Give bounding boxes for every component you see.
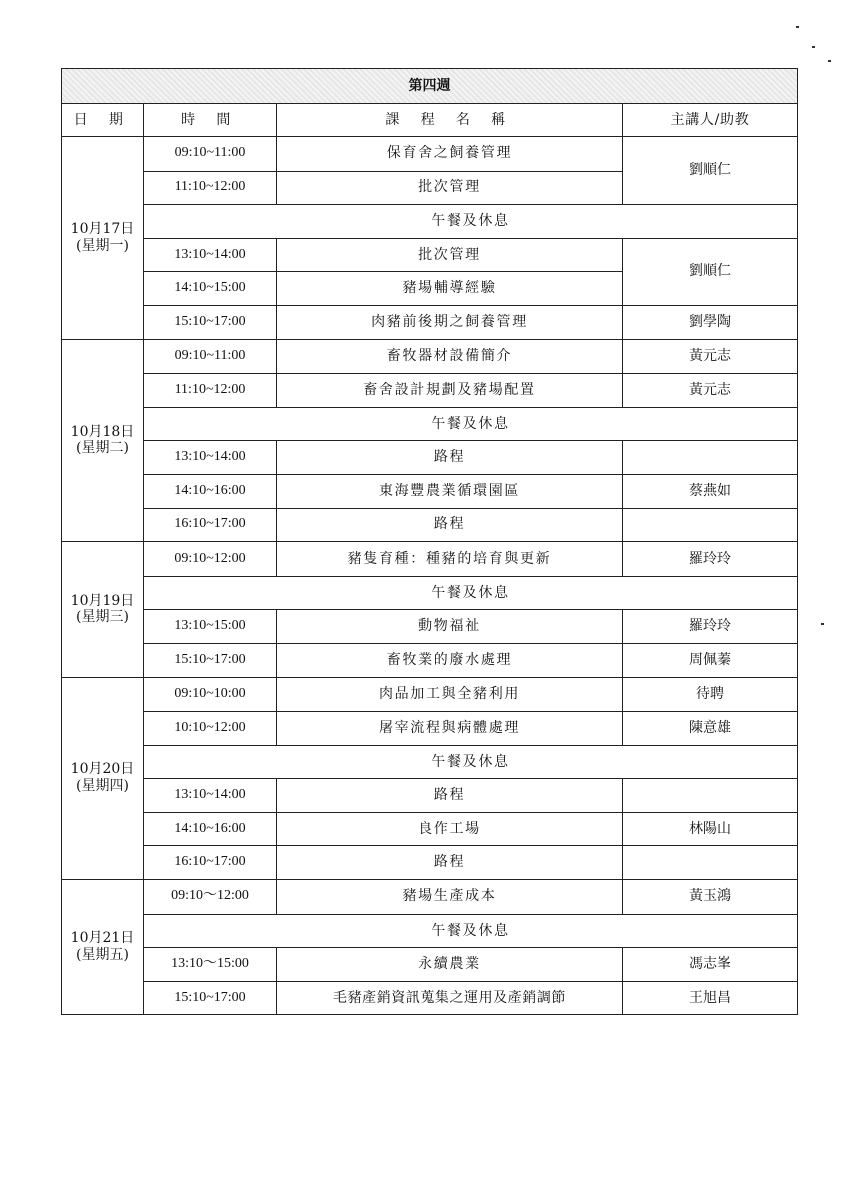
course-cell: 路程 xyxy=(277,779,623,813)
date-cell xyxy=(62,677,144,880)
date-label: 10月17日 xyxy=(70,220,135,237)
time-cell: 11:10~12:00 xyxy=(144,171,277,205)
header-time: 時 間 xyxy=(144,104,277,137)
lecturer-cell: 周佩蓁 xyxy=(623,643,798,677)
date-cell xyxy=(62,542,144,677)
table-row xyxy=(62,474,798,508)
course-cell: 動物福祉 xyxy=(277,610,623,644)
scan-speck xyxy=(812,46,815,48)
lecturer-cell: 待聘 xyxy=(623,677,798,712)
course-cell: 畜牧業的廢水處理 xyxy=(277,643,623,677)
lecturer-cell xyxy=(623,779,798,813)
schedule-sheet xyxy=(61,68,797,1015)
weekday-label: (星期四) xyxy=(76,778,129,795)
time-cell: 09:10~11:00 xyxy=(144,339,277,374)
course-cell: 永續農業 xyxy=(277,948,623,982)
lunch-break-cell: 午餐及休息 xyxy=(144,745,798,779)
lunch-row xyxy=(62,576,798,610)
course-cell: 豬場生產成本 xyxy=(277,880,623,915)
date-cell xyxy=(62,339,144,542)
lunch-break-cell: 午餐及休息 xyxy=(144,914,798,948)
table-row xyxy=(62,339,798,374)
lecturer-cell: 馮志峯 xyxy=(623,948,798,982)
time-cell: 09:10～12:00 xyxy=(144,880,277,915)
lunch-break-cell: 午餐及休息 xyxy=(144,407,798,441)
course-cell: 批次管理 xyxy=(277,238,623,272)
table-row xyxy=(62,981,798,1015)
scan-speck xyxy=(821,623,824,625)
course-cell: 畜牧器材設備簡介 xyxy=(277,339,623,374)
table-row xyxy=(62,137,798,172)
lecturer-cell: 王旭昌 xyxy=(623,981,798,1015)
time-cell: 13:10~14:00 xyxy=(144,441,277,475)
time-cell: 13:10~14:00 xyxy=(144,779,277,813)
lecturer-cell: 羅玲玲 xyxy=(623,542,798,577)
lunch-break-cell: 午餐及休息 xyxy=(144,576,798,610)
header-course: 課 程 名 稱 xyxy=(277,104,623,137)
table-row xyxy=(62,374,798,408)
table-row xyxy=(62,812,798,846)
course-cell: 路程 xyxy=(277,846,623,880)
lecturer-cell xyxy=(623,441,798,475)
time-cell: 10:10~12:00 xyxy=(144,712,277,746)
time-cell: 16:10~17:00 xyxy=(144,846,277,880)
time-cell: 09:10~10:00 xyxy=(144,677,277,712)
time-cell: 13:10~14:00 xyxy=(144,238,277,272)
course-cell: 屠宰流程與病體處理 xyxy=(277,712,623,746)
course-cell: 肉豬前後期之飼養管理 xyxy=(277,305,623,339)
scan-speck xyxy=(828,60,831,62)
course-cell: 毛豬產銷資訊蒐集之運用及產銷調節 xyxy=(277,981,623,1015)
time-cell: 09:10~12:00 xyxy=(144,542,277,577)
course-cell: 路程 xyxy=(277,441,623,475)
table-row xyxy=(62,779,798,813)
header-date: 日 期 xyxy=(62,104,144,137)
table-row xyxy=(62,712,798,746)
lecturer-cell: 林陽山 xyxy=(623,812,798,846)
header-lecturer: 主講人/助教 xyxy=(623,104,798,137)
course-cell: 路程 xyxy=(277,508,623,542)
table-row xyxy=(62,643,798,677)
date-cell xyxy=(62,880,144,1015)
lunch-row xyxy=(62,407,798,441)
time-cell: 15:10~17:00 xyxy=(144,305,277,339)
lecturer-cell: 劉順仁 xyxy=(623,137,798,205)
table-row xyxy=(62,880,798,915)
lecturer-cell: 黃元志 xyxy=(623,339,798,374)
lecturer-cell xyxy=(623,846,798,880)
lunch-row xyxy=(62,914,798,948)
table-row xyxy=(62,508,798,542)
table-row xyxy=(62,542,798,577)
lecturer-cell xyxy=(623,508,798,542)
lecturer-cell: 黃元志 xyxy=(623,374,798,408)
date-label: 10月21日 xyxy=(70,930,135,947)
table-row xyxy=(62,610,798,644)
lunch-break-cell: 午餐及休息 xyxy=(144,205,798,239)
week-title: 第四週 xyxy=(62,69,798,104)
week-title-row xyxy=(62,69,798,104)
course-cell: 豬場輔導經驗 xyxy=(277,272,623,306)
course-cell: 肉品加工與全豬利用 xyxy=(277,677,623,712)
date-label: 10月18日 xyxy=(70,423,135,440)
time-cell: 13:10~15:00 xyxy=(144,610,277,644)
time-cell: 14:10~15:00 xyxy=(144,272,277,306)
time-cell: 14:10~16:00 xyxy=(144,474,277,508)
table-row xyxy=(62,238,798,272)
table-row xyxy=(62,677,798,712)
lecturer-cell: 黃玉鴻 xyxy=(623,880,798,915)
weekday-label: (星期一) xyxy=(76,237,129,254)
time-cell: 14:10~16:00 xyxy=(144,812,277,846)
course-cell: 保育舍之飼養管理 xyxy=(277,137,623,172)
time-cell: 16:10~17:00 xyxy=(144,508,277,542)
time-cell: 11:10~12:00 xyxy=(144,374,277,408)
course-cell: 良作工場 xyxy=(277,812,623,846)
table-row xyxy=(62,305,798,339)
time-cell: 09:10~11:00 xyxy=(144,137,277,172)
weekday-label: (星期五) xyxy=(76,947,129,964)
weekday-label: (星期三) xyxy=(76,609,129,626)
time-cell: 13:10～15:00 xyxy=(144,948,277,982)
weekday-label: (星期二) xyxy=(76,440,129,457)
table-row xyxy=(62,948,798,982)
time-cell: 15:10~17:00 xyxy=(144,981,277,1015)
lecturer-cell: 劉順仁 xyxy=(623,238,798,305)
lecturer-cell: 羅玲玲 xyxy=(623,610,798,644)
course-cell: 東海豐農業循環園區 xyxy=(277,474,623,508)
table-row xyxy=(62,441,798,475)
lecturer-cell: 蔡燕如 xyxy=(623,474,798,508)
date-label: 10月19日 xyxy=(70,592,135,609)
course-cell: 畜舍設計規劃及豬場配置 xyxy=(277,374,623,408)
schedule-table xyxy=(61,68,798,1015)
course-cell: 批次管理 xyxy=(277,171,623,205)
lecturer-cell: 劉學陶 xyxy=(623,305,798,339)
date-label: 10月20日 xyxy=(70,761,135,778)
lecturer-cell: 陳意雄 xyxy=(623,712,798,746)
lunch-row xyxy=(62,745,798,779)
scan-speck xyxy=(796,26,799,28)
course-cell: 豬隻育種：種豬的培育與更新 xyxy=(277,542,623,577)
header-row xyxy=(62,104,798,137)
table-row xyxy=(62,846,798,880)
lunch-row xyxy=(62,205,798,239)
date-cell xyxy=(62,137,144,340)
time-cell: 15:10~17:00 xyxy=(144,643,277,677)
